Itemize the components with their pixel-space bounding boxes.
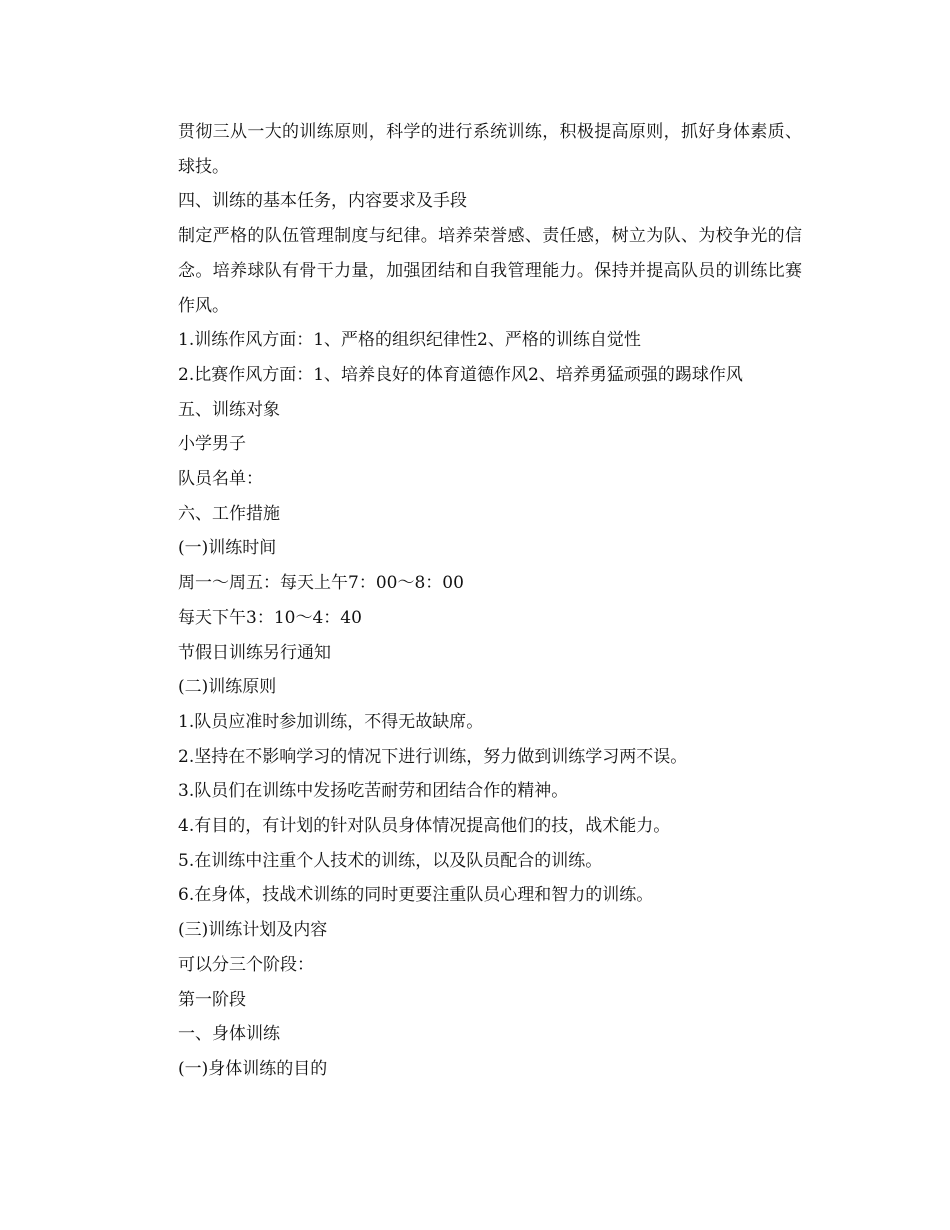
subheading-training-time: (一)训练时间 <box>178 538 277 559</box>
list-item-principle-1: 1.队员应准时参加训练，不得无故缺席。 <box>178 711 484 732</box>
heading-physical-training: 一、身体训练 <box>178 1024 280 1045</box>
list-item-principle-3: 3.队员们在训练中发扬吃苦耐劳和团结合作的精神。 <box>178 781 569 802</box>
document-body <box>142 115 802 1087</box>
list-item-principle-2: 2.坚持在不影响学习的情况下进行训练，努力做到训练学习两不误。 <box>178 746 688 767</box>
text-holiday-notice: 节假日训练另行通知 <box>178 642 331 663</box>
list-item-principle-5: 5.在训练中注重个人技术的训练，以及队员配合的训练。 <box>178 850 603 871</box>
subheading-physical-purpose: (一)身体训练的目的 <box>178 1058 328 1079</box>
heading-training-target: 五、训练对象 <box>178 399 280 420</box>
subheading-training-plan: (三)训练计划及内容 <box>178 920 328 941</box>
subheading-training-principles: (二)训练原则 <box>178 677 277 698</box>
list-item-training-style: 1.训练作风方面：1、严格的组织纪律性2、严格的训练自觉性 <box>178 330 641 351</box>
paragraph-management: 制定严格的队伍管理制度与纪律。培养荣誉感、责任感，树立为队、为校争光的信念。培养球队有骨干力量，加强团结和自我管理能力。保持并提高队员的训练比赛作风。 <box>178 226 802 316</box>
heading-basic-tasks: 四、训练的基本任务，内容要求及手段 <box>178 191 467 212</box>
paragraph-principle: 贯彻三从一大的训练原则，科学的进行系统训练，积极提高原则，抓好身体素质、球技。 <box>178 122 802 177</box>
text-roster-label: 队员名单： <box>178 469 263 490</box>
text-target-group: 小学男子 <box>178 434 246 455</box>
text-three-stages: 可以分三个阶段： <box>178 954 314 975</box>
heading-stage-one: 第一阶段 <box>178 989 246 1010</box>
list-item-principle-6: 6.在身体，技战术训练的同时更要注重队员心理和智力的训练。 <box>178 885 654 906</box>
list-item-match-style: 2.比赛作风方面：1、培养良好的体育道德作风2、培养勇猛顽强的踢球作风 <box>178 364 743 385</box>
list-item-principle-4: 4.有目的，有计划的针对队员身体情况提高他们的技，战术能力。 <box>178 816 671 837</box>
text-schedule-morning: 周一～周五：每天上午7：00～8：00 <box>178 573 464 594</box>
heading-work-measures: 六、工作措施 <box>178 503 280 524</box>
text-schedule-afternoon: 每天下午3：10～4：40 <box>178 607 362 628</box>
